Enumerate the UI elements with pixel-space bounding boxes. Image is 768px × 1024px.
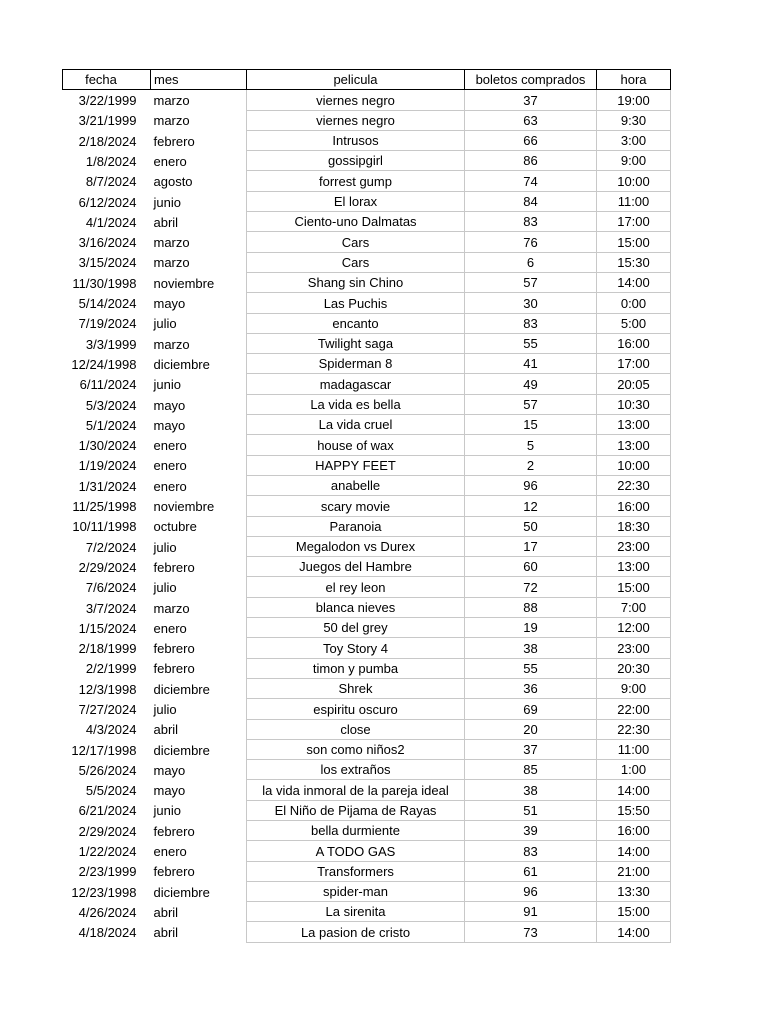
- cell-fecha: 2/2/1999: [85, 661, 137, 677]
- cell-hora: 14:00: [597, 780, 671, 800]
- cell-fecha: 3/16/2024: [78, 235, 137, 251]
- cell-pelicula: 50 del grey: [247, 618, 465, 638]
- table-row: [63, 760, 671, 780]
- table-row: [63, 557, 671, 577]
- table-row: [63, 374, 671, 394]
- cell-mes: julio: [151, 699, 247, 719]
- table-body: [63, 90, 671, 942]
- table-row: [63, 455, 671, 475]
- cell-fecha: 10/11/1998: [72, 519, 137, 535]
- cell-pelicula: bella durmiente: [247, 820, 465, 840]
- table-row: [63, 536, 671, 556]
- cell-boletos-comprados: 96: [465, 881, 597, 901]
- cell-hora: 1:00: [597, 760, 671, 780]
- cell-fecha: 5/26/2024: [78, 762, 137, 778]
- cell-boletos-comprados: 69: [465, 699, 597, 719]
- cell-boletos-comprados: 17: [465, 536, 597, 556]
- table-row: [63, 658, 671, 678]
- table-row: [63, 861, 671, 881]
- cell-boletos-comprados: 72: [465, 577, 597, 597]
- cell-pelicula: Megalodon vs Durex: [247, 536, 465, 556]
- table-row: [63, 272, 671, 292]
- cell-mes: mayo: [151, 293, 247, 313]
- cell-pelicula: encanto: [247, 313, 465, 333]
- cell-boletos-comprados: 6: [465, 252, 597, 272]
- table-row: [63, 739, 671, 759]
- cell-fecha: 8/7/2024: [85, 174, 137, 190]
- cell-fecha: 7/6/2024: [85, 580, 137, 596]
- cell-fecha: 3/22/1999: [63, 90, 151, 110]
- cell-boletos-comprados: 91: [465, 902, 597, 922]
- cell-hora: 12:00: [597, 618, 671, 638]
- cell-pelicula: El Niño de Pijama de Rayas: [247, 800, 465, 820]
- cell-pelicula: Paranoia: [247, 516, 465, 536]
- table-row: [63, 699, 671, 719]
- cell-pelicula: blanca nieves: [247, 597, 465, 617]
- cell-hora: 15:00: [597, 232, 671, 252]
- cell-fecha: 6/21/2024: [78, 803, 137, 819]
- cell-mes: abril: [151, 902, 247, 922]
- cell-fecha: 6/11/2024: [79, 377, 137, 393]
- table-row: [63, 252, 671, 272]
- cell-mes: marzo: [151, 90, 247, 110]
- cell-boletos-comprados: 5: [465, 435, 597, 455]
- table-row: [63, 394, 671, 414]
- cell-fecha: 5/1/2024: [85, 417, 137, 433]
- cell-boletos-comprados: 66: [465, 130, 597, 150]
- cell-boletos-comprados: 19: [465, 618, 597, 638]
- cell-mes: enero: [151, 475, 247, 495]
- header-boletos-comprados: boletos comprados: [465, 70, 597, 90]
- cell-mes: marzo: [151, 333, 247, 353]
- cell-boletos-comprados: 57: [465, 272, 597, 292]
- cell-pelicula: son como niños2: [247, 739, 465, 759]
- cell-boletos-comprados: 83: [465, 841, 597, 861]
- cell-hora: 15:00: [597, 577, 671, 597]
- cell-boletos-comprados: 12: [465, 496, 597, 516]
- cell-mes: diciembre: [151, 739, 247, 759]
- cell-pelicula: la vida inmoral de la pareja ideal: [247, 780, 465, 800]
- cell-boletos-comprados: 39: [465, 820, 597, 840]
- cell-pelicula: close: [247, 719, 465, 739]
- cell-fecha: 11/30/1998: [72, 275, 137, 291]
- cell-hora: 19:00: [597, 90, 671, 110]
- table-row: [63, 597, 671, 617]
- cell-mes: marzo: [151, 597, 247, 617]
- cell-hora: 13:00: [597, 435, 671, 455]
- table-row: [63, 780, 671, 800]
- cell-mes: marzo: [151, 110, 247, 130]
- table-row: [63, 171, 671, 191]
- cell-fecha: 4/18/2024: [78, 925, 137, 941]
- cell-hora: 14:00: [597, 922, 671, 942]
- cell-pelicula: Toy Story 4: [247, 638, 465, 658]
- table-row: [63, 151, 671, 171]
- cell-pelicula: Las Puchis: [247, 293, 465, 313]
- cell-fecha: 7/27/2024: [78, 702, 137, 717]
- cell-hora: 9:30: [597, 110, 671, 130]
- table-row: [63, 90, 671, 110]
- cell-fecha: 1/31/2024: [78, 478, 137, 494]
- table-row: [63, 232, 671, 252]
- cell-boletos-comprados: 55: [465, 333, 597, 353]
- cell-hora: 17:00: [597, 212, 671, 232]
- table-row: [63, 435, 671, 455]
- cell-fecha: 2/29/2024: [78, 823, 137, 839]
- cell-fecha: 12/23/1998: [71, 884, 137, 900]
- cell-mes: julio: [151, 536, 247, 556]
- cell-pelicula: el rey leon: [247, 577, 465, 597]
- table-row: [63, 618, 671, 638]
- cell-boletos-comprados: 30: [465, 293, 597, 313]
- cell-pelicula: Shrek: [247, 678, 465, 698]
- cell-boletos-comprados: 38: [465, 780, 597, 800]
- cell-pelicula: La vida es bella: [247, 394, 465, 414]
- cell-mes: noviembre: [151, 496, 247, 516]
- cell-boletos-comprados: 41: [465, 354, 597, 374]
- cell-pelicula: house of wax: [247, 435, 465, 455]
- table-header: [63, 70, 671, 90]
- cell-fecha: 2/29/2024: [78, 559, 137, 575]
- cell-hora: 14:00: [597, 841, 671, 861]
- cell-pelicula: madagascar: [247, 374, 465, 394]
- cell-fecha: 12/3/1998: [78, 681, 137, 697]
- cell-pelicula: HAPPY FEET: [247, 455, 465, 475]
- cell-mes: junio: [151, 800, 247, 820]
- table-row: [63, 841, 671, 861]
- cell-hora: 20:05: [597, 374, 671, 394]
- cell-mes: abril: [151, 719, 247, 739]
- header-hora: hora: [597, 70, 671, 90]
- cell-hora: 10:30: [597, 394, 671, 414]
- cell-pelicula: Juegos del Hambre: [247, 557, 465, 577]
- cell-mes: mayo: [151, 394, 247, 414]
- cell-pelicula: Spiderman 8: [247, 354, 465, 374]
- cell-mes: diciembre: [151, 354, 247, 374]
- cell-mes: octubre: [151, 516, 247, 536]
- cell-mes: enero: [151, 435, 247, 455]
- cell-fecha: 3/7/2024: [85, 600, 137, 616]
- cell-fecha: 12/24/1998: [71, 356, 137, 372]
- cell-boletos-comprados: 86: [465, 151, 597, 171]
- cell-fecha: 1/8/2024: [85, 153, 137, 169]
- table-row: [63, 800, 671, 820]
- cell-pelicula: viernes negro: [247, 90, 465, 110]
- cell-mes: junio: [151, 191, 247, 211]
- cell-mes: junio: [151, 374, 247, 394]
- cell-pelicula: espiritu oscuro: [247, 699, 465, 719]
- cell-pelicula: spider-man: [247, 881, 465, 901]
- cell-boletos-comprados: 74: [465, 171, 597, 191]
- cell-hora: 15:30: [597, 252, 671, 272]
- cell-mes: julio: [151, 577, 247, 597]
- cell-fecha: 1/19/2024: [78, 458, 137, 474]
- table-row: [63, 130, 671, 150]
- movie-tickets-table: [62, 69, 671, 943]
- table-row: [63, 678, 671, 698]
- cell-boletos-comprados: 88: [465, 597, 597, 617]
- cell-hora: 23:00: [597, 638, 671, 658]
- cell-boletos-comprados: 76: [465, 232, 597, 252]
- cell-boletos-comprados: 51: [465, 800, 597, 820]
- cell-boletos-comprados: 60: [465, 557, 597, 577]
- cell-mes: febrero: [151, 638, 247, 658]
- cell-mes: febrero: [151, 557, 247, 577]
- cell-pelicula: Cars: [247, 232, 465, 252]
- cell-mes: enero: [151, 455, 247, 475]
- cell-mes: agosto: [151, 171, 247, 191]
- cell-hora: 13:00: [597, 557, 671, 577]
- cell-mes: febrero: [151, 130, 247, 150]
- table-row: [63, 212, 671, 232]
- cell-hora: 13:00: [597, 415, 671, 435]
- cell-mes: enero: [151, 151, 247, 171]
- cell-mes: febrero: [151, 820, 247, 840]
- cell-mes: marzo: [151, 252, 247, 272]
- cell-mes: abril: [151, 212, 247, 232]
- cell-fecha: 2/23/1999: [78, 864, 137, 880]
- cell-pelicula: A TODO GAS: [247, 841, 465, 861]
- cell-pelicula: los extraños: [247, 760, 465, 780]
- cell-hora: 16:00: [597, 333, 671, 353]
- cell-hora: 22:30: [597, 719, 671, 739]
- cell-hora: 15:00: [597, 902, 671, 922]
- cell-pelicula: Cars: [247, 252, 465, 272]
- cell-boletos-comprados: 55: [465, 658, 597, 678]
- table-row: [63, 577, 671, 597]
- cell-pelicula: Ciento-uno Dalmatas: [247, 212, 465, 232]
- cell-hora: 9:00: [597, 151, 671, 171]
- cell-fecha: 4/3/2024: [85, 722, 137, 738]
- cell-boletos-comprados: 15: [465, 415, 597, 435]
- table-row: [63, 293, 671, 313]
- table-row: [63, 638, 671, 658]
- cell-boletos-comprados: 83: [465, 212, 597, 232]
- cell-boletos-comprados: 85: [465, 760, 597, 780]
- cell-hora: 23:00: [597, 536, 671, 556]
- cell-pelicula: Intrusos: [247, 130, 465, 150]
- cell-fecha: 7/2/2024: [85, 539, 137, 555]
- cell-boletos-comprados: 57: [465, 394, 597, 414]
- cell-fecha: 1/22/2024: [78, 844, 137, 860]
- table-row: [63, 820, 671, 840]
- cell-fecha: 6/12/2024: [78, 194, 137, 210]
- cell-fecha: 3/21/1999: [78, 113, 137, 129]
- cell-fecha: 3/15/2024: [78, 255, 137, 271]
- cell-hora: 11:00: [597, 191, 671, 211]
- cell-hora: 16:00: [597, 820, 671, 840]
- cell-hora: 20:30: [597, 658, 671, 678]
- table-row: [63, 881, 671, 901]
- cell-mes: diciembre: [151, 678, 247, 698]
- cell-hora: 3:00: [597, 130, 671, 150]
- cell-fecha: 5/5/2024: [85, 783, 137, 799]
- cell-boletos-comprados: 2: [465, 455, 597, 475]
- cell-hora: 0:00: [597, 293, 671, 313]
- cell-fecha: 3/3/1999: [85, 336, 137, 352]
- cell-mes: febrero: [151, 861, 247, 881]
- cell-pelicula: Transformers: [247, 861, 465, 881]
- header-mes: mes: [151, 70, 247, 90]
- cell-mes: abril: [151, 922, 247, 942]
- header-pelicula: pelicula: [247, 70, 465, 90]
- table-row: [63, 110, 671, 130]
- cell-hora: 22:00: [597, 699, 671, 719]
- cell-mes: marzo: [151, 232, 247, 252]
- table-row: [63, 354, 671, 374]
- cell-pelicula: viernes negro: [247, 110, 465, 130]
- cell-mes: mayo: [151, 780, 247, 800]
- cell-pelicula: El lorax: [247, 191, 465, 211]
- cell-hora: 14:00: [597, 272, 671, 292]
- cell-pelicula: La sirenita: [247, 902, 465, 922]
- table-row: [63, 922, 671, 942]
- cell-fecha: 12/17/1998: [71, 742, 137, 758]
- header-row: [63, 70, 671, 90]
- table-row: [63, 496, 671, 516]
- cell-fecha: 2/18/2024: [78, 133, 137, 149]
- cell-hora: 11:00: [597, 739, 671, 759]
- table-row: [63, 191, 671, 211]
- table-row: [63, 313, 671, 333]
- cell-hora: 17:00: [597, 354, 671, 374]
- cell-boletos-comprados: 49: [465, 374, 597, 394]
- cell-fecha: 4/1/2024: [85, 214, 137, 230]
- cell-pelicula: Twilight saga: [247, 333, 465, 353]
- cell-pelicula: La pasion de cristo: [247, 922, 465, 942]
- table-row: [63, 415, 671, 435]
- cell-fecha: 5/3/2024: [85, 397, 137, 413]
- cell-boletos-comprados: 37: [465, 90, 597, 110]
- cell-mes: enero: [151, 841, 247, 861]
- cell-fecha: 1/15/2024: [78, 620, 137, 636]
- cell-pelicula: Shang sin Chino: [247, 272, 465, 292]
- cell-hora: 15:50: [597, 800, 671, 820]
- cell-hora: 21:00: [597, 861, 671, 881]
- cell-fecha: 7/19/2024: [78, 316, 137, 332]
- cell-pelicula: forrest gump: [247, 171, 465, 191]
- cell-boletos-comprados: 36: [465, 678, 597, 698]
- cell-pelicula: anabelle: [247, 475, 465, 495]
- cell-boletos-comprados: 38: [465, 638, 597, 658]
- cell-pelicula: gossipgirl: [247, 151, 465, 171]
- cell-boletos-comprados: 63: [465, 110, 597, 130]
- cell-boletos-comprados: 96: [465, 475, 597, 495]
- cell-hora: 9:00: [597, 678, 671, 698]
- cell-hora: 7:00: [597, 597, 671, 617]
- cell-mes: julio: [151, 313, 247, 333]
- cell-mes: noviembre: [151, 272, 247, 292]
- cell-hora: 13:30: [597, 881, 671, 901]
- table-row: [63, 719, 671, 739]
- cell-hora: 10:00: [597, 171, 671, 191]
- header-fecha: fecha: [63, 70, 151, 90]
- cell-boletos-comprados: 84: [465, 191, 597, 211]
- cell-boletos-comprados: 37: [465, 739, 597, 759]
- cell-hora: 5:00: [597, 313, 671, 333]
- cell-boletos-comprados: 73: [465, 922, 597, 942]
- cell-fecha: 11/25/1998: [72, 499, 137, 515]
- cell-boletos-comprados: 83: [465, 313, 597, 333]
- cell-pelicula: scary movie: [247, 496, 465, 516]
- cell-hora: 16:00: [597, 496, 671, 516]
- cell-fecha: 2/18/1999: [78, 641, 137, 657]
- cell-boletos-comprados: 61: [465, 861, 597, 881]
- cell-hora: 22:30: [597, 475, 671, 495]
- cell-fecha: 1/30/2024: [78, 438, 137, 454]
- cell-fecha: 4/26/2024: [78, 904, 137, 920]
- table-row: [63, 475, 671, 495]
- cell-mes: mayo: [151, 415, 247, 435]
- table-row: [63, 516, 671, 536]
- cell-boletos-comprados: 50: [465, 516, 597, 536]
- table-row: [63, 902, 671, 922]
- cell-pelicula: La vida cruel: [247, 415, 465, 435]
- cell-hora: 10:00: [597, 455, 671, 475]
- cell-mes: mayo: [151, 760, 247, 780]
- cell-boletos-comprados: 20: [465, 719, 597, 739]
- cell-fecha: 5/14/2024: [78, 296, 137, 312]
- table-row: [63, 333, 671, 353]
- cell-hora: 18:30: [597, 516, 671, 536]
- cell-mes: febrero: [151, 658, 247, 678]
- cell-pelicula: timon y pumba: [247, 658, 465, 678]
- cell-mes: enero: [151, 618, 247, 638]
- cell-mes: diciembre: [151, 881, 247, 901]
